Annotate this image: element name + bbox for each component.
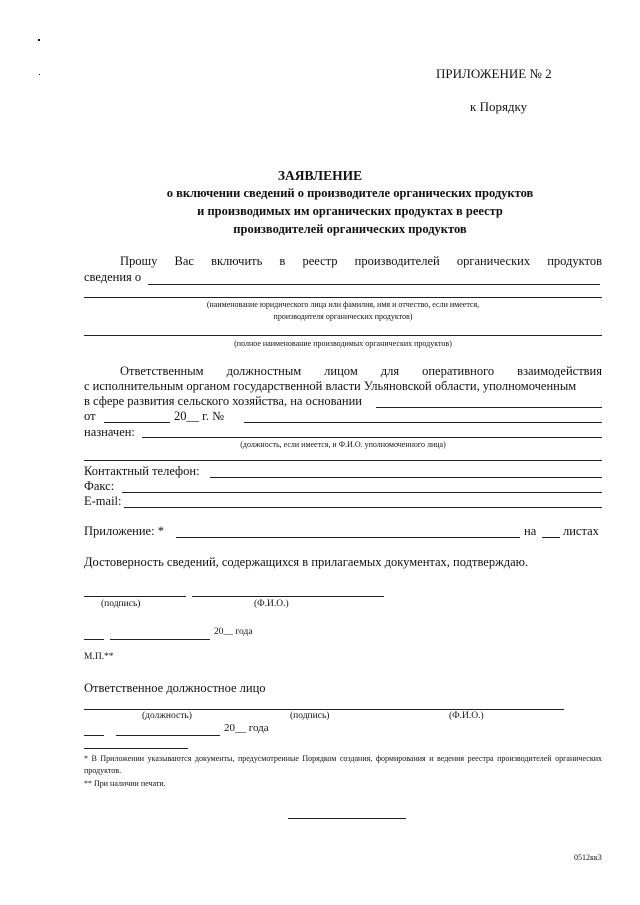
- title-line-2: и производимых им органических продуктах в реестр: [197, 204, 503, 218]
- email-field[interactable]: [124, 507, 602, 508]
- appendix-label: ПРИЛОЖЕНИЕ № 2: [436, 66, 552, 81]
- official-signature-line[interactable]: [84, 709, 564, 710]
- applicant-day-field[interactable]: [84, 639, 104, 640]
- applicant-fio-hint: (Ф.И.О.): [254, 599, 289, 609]
- applicant-month-field[interactable]: [110, 639, 210, 640]
- attachment-sheets-field[interactable]: [542, 537, 560, 538]
- email-label: E-mail:: [84, 494, 122, 508]
- official-month-field[interactable]: [116, 735, 220, 736]
- bottom-rule: [288, 818, 406, 819]
- responsible-text-3: в сфере развития сельского хозяйства, на основании: [84, 394, 362, 408]
- attachment-on-label: на: [524, 524, 537, 538]
- scan-mark: [38, 39, 40, 41]
- official-signature-hint: (подпись): [290, 711, 330, 721]
- confirmation-text: Достоверность сведений, содержащихся в прилагаемых документах, подтверждаю.: [84, 555, 529, 569]
- applicant-date-year: 20__ года: [214, 627, 253, 637]
- applicant-signature-field[interactable]: [84, 596, 186, 597]
- basis-number-field[interactable]: [244, 422, 602, 423]
- applicant-fio-field[interactable]: [192, 596, 384, 597]
- appointed-field[interactable]: [142, 437, 602, 438]
- footnote-separator: [84, 748, 188, 749]
- appointed-hint: (должность, если имеется, и Ф.И.О. уполномоченного лица): [240, 440, 446, 449]
- producer-name-hint: (наименование юридического лица или фамилия, имя и отчество, если имеется,: [206, 300, 480, 309]
- phone-label: Контактный телефон:: [84, 464, 200, 478]
- stamp-label: М.П.**: [84, 652, 114, 662]
- fax-field[interactable]: [122, 492, 602, 493]
- products-name-hint: (полное наименование производимых органических продуктов): [234, 339, 452, 348]
- document-title: ЗАЯВЛЕНИЕ: [277, 168, 363, 183]
- responsible-text-1: Ответственным должностным лицом для оперативного взаимодействия: [120, 364, 602, 378]
- scan-mark: [39, 74, 40, 75]
- official-date-year: 20__ года: [224, 722, 269, 734]
- title-line-3: производителей органических продуктов: [233, 222, 467, 236]
- attachment-sheets-label: листах: [563, 524, 599, 538]
- footnote-1: * В Приложении указываются документы, предусмотренные Порядком создания, формирования и ведения реестра производителей органических продуктов.: [84, 754, 602, 775]
- producer-name-field-2[interactable]: [84, 297, 602, 298]
- official-fio-hint: (Ф.И.О.): [449, 711, 484, 721]
- fax-label: Факс:: [84, 479, 115, 493]
- appointed-field-2[interactable]: [84, 460, 602, 461]
- request-subject-label: сведения о: [84, 270, 142, 284]
- document-code: 0512кк3: [574, 853, 602, 862]
- order-reference: к Порядку: [470, 99, 528, 114]
- official-position-hint: (должность): [142, 711, 192, 721]
- responsible-text-2: с исполнительным органом государственной власти Ульяновской области, уполномоченным: [84, 379, 577, 393]
- appointed-label: назначен:: [84, 425, 135, 439]
- applicant-signature-hint: (подпись): [101, 599, 141, 609]
- year-number-label: 20__ г. №: [174, 409, 225, 423]
- title-line-1: о включении сведений о производителе органических продуктов: [166, 186, 534, 200]
- producer-name-field[interactable]: [148, 284, 600, 285]
- date-from-label: от: [84, 409, 96, 423]
- products-name-field[interactable]: [84, 335, 602, 336]
- producer-name-hint-2: производителя органических продуктов): [273, 312, 413, 321]
- basis-date-field[interactable]: [104, 422, 170, 423]
- footnote-2: ** При наличии печати.: [84, 779, 166, 788]
- official-title: Ответственное должностное лицо: [84, 681, 266, 695]
- official-day-field[interactable]: [84, 735, 104, 736]
- request-text: Прошу Вас включить в реестр производителей органических продуктов: [120, 254, 602, 268]
- phone-field[interactable]: [210, 477, 602, 478]
- attachment-field[interactable]: [176, 537, 520, 538]
- attachment-label: Приложение: *: [84, 524, 164, 538]
- basis-field[interactable]: [376, 407, 602, 408]
